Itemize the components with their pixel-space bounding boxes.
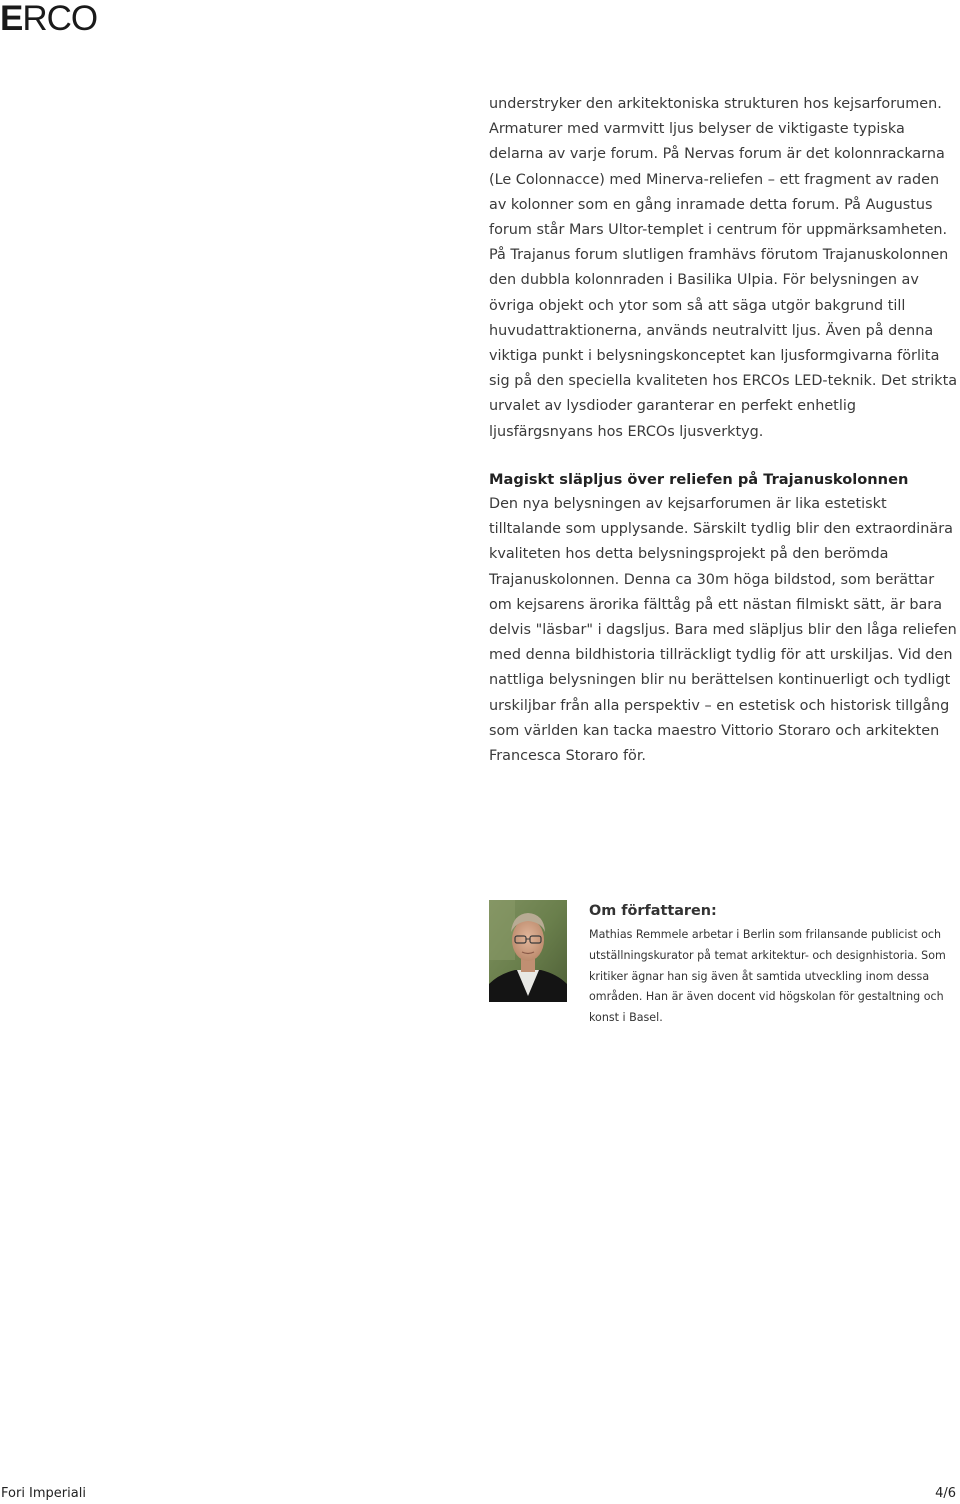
- section-heading: Magiskt släpljus över reliefen på Trajanuskolonnen: [489, 471, 909, 488]
- logo-letter-e: E: [0, 0, 23, 38]
- footer-document-title: Fori Imperiali: [1, 1486, 86, 1501]
- author-photo: [489, 900, 567, 1002]
- erco-logo: [0, 2, 97, 36]
- logo-letters-rco: RCO: [22, 0, 98, 38]
- footer-page-number: 4/6: [935, 1486, 956, 1501]
- author-bio: Mathias Remmele arbetar i Berlin som frilansande publicist och utställningskurator på temat arkitektur- och designhistoria. Som kritiker ägnar han sig även åt samtida utveckling inom dessa områden. Han är även docent vid högskolan för gestaltning och konst i Basel.: [589, 928, 946, 1025]
- intro-paragraph: understryker den arkitektoniska strukturen hos kejsarforumen. Armaturer med varmvitt ljus belyser de viktigaste typiska delarna av varje forum. På Nervas forum är det kolonnrackarna (Le Colonnacce) med Minerva-reliefen – ett fragment av raden av kolonner som en gång inramade detta forum. På Augustus forum står Mars Ultor-templet i centrum för uppmärksamheten. På Trajanus forum slutligen framhävs förutom Trajanuskolonnen den dubbla kolonnraden i Basilika Ulpia. För belysningen av övriga objekt och ytor som så att säga utgör bakgrund till huvudattraktionerna, används neutralvitt ljus. Även på denna viktiga punkt i belysningskonceptet kan ljusformgivarna förlita sig på den speciella kvaliteten hos ERCOs LED-teknik. Det strikta urvalet av lysdioder garanterar en perfekt enhetlig ljusfärgsnyans hos ERCOs ljusverktyg.: [489, 96, 958, 440]
- author-heading: Om författaren:: [589, 903, 717, 919]
- section-paragraph: Den nya belysningen av kejsarforumen är lika estetiskt tilltalande som upplysande. Särskilt tydlig blir den extraordinära kvaliteten hos detta belysningsprojekt på den berömda Trajanuskolonnen. Denna ca 30m höga bildstod, som berättar om kejsarens ärorika fälttåg på ett nästan filmiskt sätt, är bara delvis "läsbar" i dagsljus. Bara med släpljus blir den låga reliefen med denna bildhistoria tillräckligt tydlig för att urskiljas. Vid den nattliga belysningen blir nu berättelsen kontinuerligt och tydligt urskiljbar från alla perspektiv – en estetisk och historisk tillgång som världen kan tacka maestro Vittorio Storaro och arkitekten Francesca Storaro för.: [489, 496, 957, 765]
